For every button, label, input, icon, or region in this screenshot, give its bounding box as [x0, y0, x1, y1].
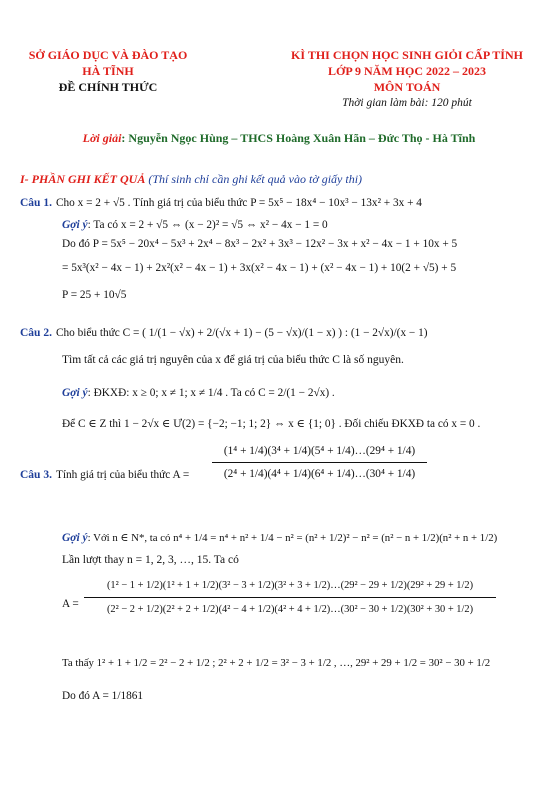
q1-hint-label: Gợi ý — [62, 219, 88, 231]
header-left-line1: SỞ GIÁO DỤC VÀ ĐÀO TẠO — [28, 48, 188, 62]
q1-result: P = 25 + 10√5 — [62, 289, 127, 301]
header-left-line3: ĐỀ CHÍNH THỨC — [58, 80, 158, 94]
q3-substitution: Lần lượt thay n = 1, 2, 3, …, 15. Ta có — [62, 554, 239, 566]
q1-hint-row — [62, 215, 328, 233]
exam-time: Thời gian làm bài: 120 phút — [342, 97, 472, 109]
q2-conclusion: Để C ∈ Z thì 1 − 2√x ∈ Ư(2) = {−2; −1; 1; 2} ⇔ x ∈ {1; 0} . Đối chiếu ĐKXĐ ta có x = 0 . — [62, 418, 481, 430]
q1-statement-row — [20, 193, 422, 211]
q2-hint-label: Gợi ý — [62, 387, 88, 399]
header-right-line2: LỚP 9 NĂM HỌC 2022 – 2023 — [328, 64, 486, 78]
q1-expansion: Do đó P = 5x⁵ − 20x⁴ − 5x³ + 2x⁴ − 8x³ − 2x² + 3x³ − 12x² − 3x + x² − 4x − 1 + 10x + 5 — [62, 238, 458, 250]
q3-hint-label: Gợi ý — [62, 532, 88, 544]
q3-observation: Ta thấy 1² + 1 + 1/2 = 2² − 2 + 1/2 ; 2² + 2 + 1/2 = 3² − 3 + 1/2 , …, 29² + 29 + 1/2 = 30² − 30 + 1/2 — [62, 657, 491, 669]
solver-name: : Nguyễn Ngọc Hùng – THCS Hoàng Xuân Hãn – Đức Thọ - Hà Tĩnh — [121, 131, 476, 145]
solver-prefix: Lời giải — [82, 131, 122, 145]
q3-big-denominator: (2² − 2 + 1/2)(2² + 2 + 1/2)(4² − 4 + 1/2)(4² + 4 + 1/2)…(30² − 30 + 1/2)(30² + 30 + 1/2) — [106, 604, 474, 615]
q3-statement-prefix: Tính giá trị của biểu thức A = — [55, 469, 190, 481]
q3-A-equals: A = — [62, 598, 79, 610]
q3-big-fraction — [84, 580, 496, 615]
q2-hint-row — [62, 383, 335, 401]
q2-statement: Cho biểu thức C = ( 1/(1 − √x) + 2/(√x + 1) − (5 − √x)/(1 − x) ) : (1 − 2√x)/(x − 1) — [55, 327, 428, 339]
q3-result: Do đó A = 1/1861 — [62, 690, 144, 702]
q2-label: Câu 2. — [20, 327, 52, 339]
header-right-line3: MÔN TOÁN — [373, 80, 441, 94]
q1-statement: Cho x = 2 + √5 . Tính giá trị của biểu thức P = 5x⁵ − 18x⁴ − 10x³ − 13x² + 3x + 4 — [55, 197, 422, 209]
q3-denominator: (2⁴ + 1/4)(4⁴ + 1/4)(6⁴ + 1/4)…(30⁴ + 1/4) — [223, 468, 416, 480]
q3-numerator: (1⁴ + 1/4)(3⁴ + 1/4)(5⁴ + 1/4)…(29⁴ + 1/4) — [223, 445, 416, 457]
q1-hint: : Ta có x = 2 + √5 ⇔ (x − 2)² = √5 ⇔ x² − 4x − 1 = 0 — [87, 219, 328, 231]
q3-fraction — [212, 445, 427, 480]
section-title: I- PHẦN GHI KẾT QUẢ — [20, 172, 146, 186]
q3-hint: : Với n ∈ N*, ta có n⁴ + 1/4 = n⁴ + n² + 1/4 − n² = (n² + 1/2)² − n² = (n² − n + 1/2)(n² + n + 1/2) — [87, 532, 498, 544]
q1-factorization: = 5x³(x² − 4x − 1) + 2x²(x² − 4x − 1) + 3x(x² − 4x − 1) + (x² − 4x − 1) + 10(2 + √5) + 5 — [62, 262, 457, 274]
q2-hint: : ĐKXĐ: x ≥ 0; x ≠ 1; x ≠ 1/4 . Ta có C = 2/(1 − 2√x) . — [87, 387, 335, 399]
q2-task: Tìm tất cả các giá trị nguyên của x để giá trị của biểu thức C là số nguyên. — [62, 354, 404, 366]
q3-statement-row — [20, 465, 189, 483]
section-note: (Thí sinh chỉ cần ghi kết quả vào tờ giấy thi) — [148, 172, 363, 186]
q3-label: Câu 3. — [20, 469, 52, 481]
q1-label: Câu 1. — [20, 197, 52, 209]
solver-credit — [0, 131, 558, 146]
q3-big-numerator: (1² − 1 + 1/2)(1² + 1 + 1/2)(3² − 3 + 1/2)(3² + 3 + 1/2)…(29² − 29 + 1/2)(29² + 29 + 1/2) — [106, 580, 474, 591]
header-right-line1: KÌ THI CHỌN HỌC SINH GIỎI CẤP TỈNH — [291, 48, 523, 62]
header-left-line2: HÀ TĨNH — [82, 64, 134, 78]
section-heading — [20, 172, 362, 187]
q3-hint-row — [62, 528, 497, 546]
q2-statement-row — [20, 323, 428, 341]
